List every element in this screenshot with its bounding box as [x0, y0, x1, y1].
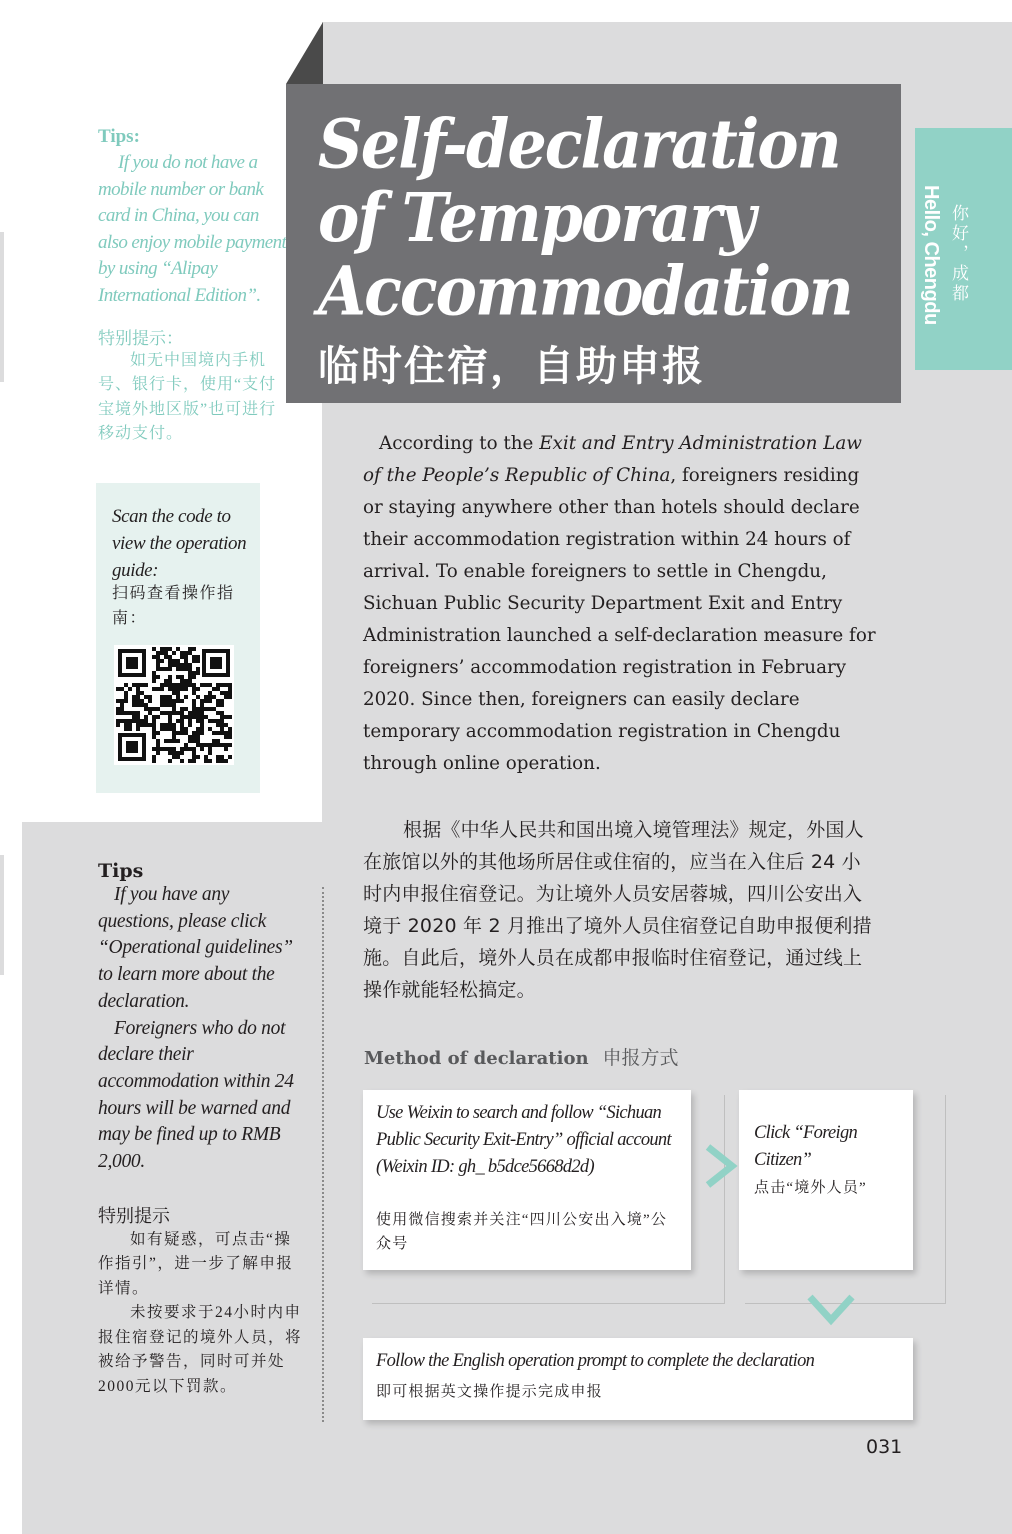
qr-code[interactable] — [114, 645, 234, 765]
body-en-pre: According to the — [379, 433, 540, 454]
qr-caption-en: Scan the code to view the operation guide: — [112, 506, 247, 581]
tips-bottom-en-2: Foreigners who do not declare their accommodation within 24 hours will be warned and may be fined up to RMB 2,000. — [98, 1017, 294, 1173]
tips-bottom-zh-2: 未按要求于24小时内申报住宿登记的境外人员，将被给予警告，同时可并处2000元以下罚款。 — [98, 1304, 303, 1395]
tips-top-heading: Tips: — [98, 126, 140, 147]
page-title-zh: 临时住宿，自助申报 — [318, 342, 705, 390]
page-title: Self-declaration of Temporary Accommodation — [318, 104, 852, 331]
tips-bottom-heading: Tips — [98, 860, 144, 882]
edge-mark — [0, 855, 4, 975]
tips-bottom-heading-zh: 特别提示 — [98, 1205, 170, 1226]
step-1-zh: 使用微信搜索并关注“四川公安出入境”公众号 — [376, 1212, 668, 1252]
section-tab-zh: 你好，成都 — [948, 204, 968, 304]
step-3-en: Follow the English operation prompt to complete the declaration — [376, 1351, 815, 1371]
chevron-right-icon — [702, 1143, 738, 1189]
page-number: 031 — [866, 1436, 903, 1458]
step-card-3 — [363, 1338, 913, 1420]
body-en-post: , foreigners residing or staying anywhere other than hotels should declare their accommodation registration within 24 hours of arrival. To enable foreigners to settle in Chengdu, Sichuan Public Security Department Exit and Entry Administration launched a self-declaration measure for foreigners’ accommodation registration in February 2020. Since then, foreigners can easily declare temporary accommodation registration in Chengdu through online operation. — [363, 465, 876, 774]
body-text-en — [363, 428, 883, 780]
step-card-1 — [363, 1090, 691, 1270]
qr-box — [96, 483, 260, 793]
tips-top-text-zh: 如无中国境内手机号、银行卡，使用“支付宝境外地区版”也可进行移动支付。 — [98, 351, 277, 443]
dotted-divider — [322, 887, 324, 1422]
method-heading-zh: 申报方式 — [602, 1047, 679, 1069]
tips-bottom-en-1: If you have any questions, please click “Operational guidelines” to learn more about the declaration. — [98, 884, 293, 1012]
tips-top — [98, 126, 288, 447]
chevron-down-icon — [806, 1292, 856, 1326]
tips-top-text-en: If you do not have a mobile number or bank card in China, you can also enjoy mobile payment by using “Alipay International Edition”. — [98, 152, 287, 306]
step-2-en: Click “Foreign Citizen” — [754, 1123, 858, 1170]
method-heading — [364, 1043, 679, 1070]
method-heading-en: Method of declaration — [364, 1048, 589, 1069]
edge-mark — [0, 232, 4, 382]
qr-code-icon — [114, 645, 234, 765]
tips-bottom-zh-1: 如有疑惑，可点击“操作指引”，进一步了解申报详情。 — [98, 1230, 294, 1297]
step-3-zh: 即可根据英文操作提示完成申报 — [376, 1384, 603, 1400]
step-2-zh: 点击“境外人员” — [754, 1180, 867, 1196]
section-tab-en: Hello, Chengdu — [920, 185, 942, 325]
qr-caption-zh: 扫码查看操作指南： — [112, 585, 235, 627]
title-corner — [286, 22, 323, 84]
body-text-zh: 根据《中华人民共和国出境入境管理法》规定，外国人在旅馆以外的其他场所居住或住宿的，应当在入住后 24 小时内申报住宿登记。为让境外人员安居蓉城，四川公安出入境于 2020 年 2 月推出了境外人员住宿登记自助申报便利措施。自此后，境外人员在成都申报临时住宿登记，通过线上操作就能轻松搞定。 — [363, 819, 872, 1001]
tips-top-heading-zh: 特别提示： — [98, 328, 183, 348]
law-title: Exit and Entry Administration Law of the People’s Republic of China — [363, 433, 862, 486]
step-1-en: Use Weixin to search and follow “Sichuan Public Security Exit-Entry” official account (Weixin ID: gh_ b5dce5668d2d) — [376, 1103, 671, 1177]
tips-bottom — [98, 860, 308, 1399]
step-card-2 — [739, 1090, 913, 1270]
